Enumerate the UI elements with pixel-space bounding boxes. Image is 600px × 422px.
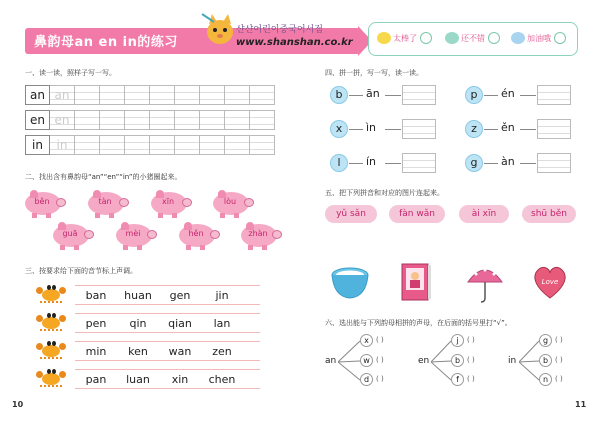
- svg-text:Love: Love: [541, 278, 559, 286]
- initial-circle: l: [330, 154, 348, 172]
- answer-box[interactable]: [402, 153, 436, 173]
- smiley-face-icon: [377, 32, 391, 44]
- syllable[interactable]: wan: [168, 344, 192, 358]
- syllable[interactable]: gen: [169, 288, 191, 302]
- answer-box[interactable]: [402, 85, 436, 105]
- check-paren[interactable]: ( ): [555, 336, 563, 344]
- crab-icon: [36, 339, 66, 361]
- initial-option[interactable]: f: [451, 373, 464, 386]
- self-rating-box: [368, 22, 578, 56]
- final-label: en: [418, 356, 430, 366]
- pinyin-word-pill[interactable]: yǔ sǎn: [325, 205, 377, 223]
- rating-checkbox[interactable]: [420, 32, 432, 44]
- writing-row[interactable]: an an: [25, 85, 275, 105]
- cat-mascot-icon: [200, 8, 240, 48]
- check-paren[interactable]: ( ): [467, 375, 475, 383]
- check-paren[interactable]: ( ): [376, 336, 384, 344]
- check-paren[interactable]: ( ): [467, 336, 475, 344]
- section-5-title: 五、把下列拼音和对应的图片连起来。: [325, 189, 444, 197]
- check-paren[interactable]: ( ): [555, 375, 563, 383]
- initial-option[interactable]: n: [539, 373, 552, 386]
- syllable[interactable]: huan: [124, 288, 152, 302]
- pig-card[interactable]: zhàn: [238, 222, 282, 250]
- check-paren[interactable]: ( ): [376, 375, 384, 383]
- watermark-text: 샨샨어린이중국어서점: [236, 25, 323, 35]
- syllable[interactable]: luan: [126, 372, 150, 386]
- initial-circle: p: [465, 86, 483, 104]
- pinyin-word-pill[interactable]: fàn wǎn: [389, 205, 445, 223]
- final-text: ān: [366, 87, 380, 100]
- syllable[interactable]: qin: [129, 316, 147, 330]
- section-6-title: 六、选出能与下列韵母相拼的声母，在后面的括号里打“√”。: [325, 319, 512, 327]
- check-paren[interactable]: ( ): [555, 356, 563, 364]
- smiley-face-icon: [445, 32, 459, 44]
- heart-picture[interactable]: [530, 264, 570, 302]
- initial-circle: g: [465, 154, 483, 172]
- initial-option[interactable]: b: [539, 354, 552, 367]
- pig-card[interactable]: běn: [22, 190, 66, 218]
- connector-lines: [431, 335, 453, 385]
- syllable[interactable]: pen: [85, 316, 107, 330]
- syllable[interactable]: ken: [128, 344, 148, 358]
- pig-card[interactable]: hěn: [176, 222, 220, 250]
- syllable[interactable]: pan: [85, 372, 107, 386]
- syllable[interactable]: qian: [168, 316, 192, 330]
- pig-card[interactable]: xīn: [148, 190, 192, 218]
- syllable-row: [75, 313, 260, 333]
- check-paren[interactable]: ( ): [376, 356, 384, 364]
- syllable-row: [75, 285, 260, 305]
- initial-option[interactable]: w: [360, 354, 373, 367]
- pig-card[interactable]: guā: [50, 222, 94, 250]
- writing-row[interactable]: in in: [25, 135, 275, 155]
- final-text: én: [501, 87, 515, 100]
- crab-icon: [36, 283, 66, 305]
- syllable[interactable]: chen: [208, 372, 236, 386]
- syllable[interactable]: lan: [213, 316, 231, 330]
- umbrella-picture[interactable]: [466, 262, 504, 304]
- initial-option[interactable]: j: [451, 334, 464, 347]
- final-text: ěn: [501, 121, 515, 134]
- section-1-title: 一、读一读，照样子写一写。: [25, 69, 116, 77]
- initial-option[interactable]: g: [539, 334, 552, 347]
- page-title: 鼻韵母an en in的练习: [34, 35, 178, 50]
- pig-card[interactable]: mèi: [113, 222, 157, 250]
- final-text: ín: [366, 155, 377, 168]
- connector-lines: [519, 335, 541, 385]
- initial-option[interactable]: d: [360, 373, 373, 386]
- syllable[interactable]: ban: [85, 288, 107, 302]
- answer-box[interactable]: [402, 119, 436, 139]
- final-text: ìn: [366, 121, 377, 134]
- initial-circle: b: [330, 86, 348, 104]
- syllable[interactable]: jin: [215, 288, 229, 302]
- connector-lines: [338, 335, 362, 385]
- section-3-title: 三、按要求给下面的音节标上声调。: [25, 267, 137, 275]
- initial-option[interactable]: x: [360, 334, 373, 347]
- syllable-row: [75, 341, 260, 361]
- initial-circle: z: [465, 120, 483, 138]
- section-4-title: 四、拼一拼，写一写，读一读。: [325, 69, 423, 77]
- rating-item[interactable]: 加油哦: [511, 32, 566, 44]
- pig-card[interactable]: lòu: [210, 190, 254, 218]
- rating-checkbox[interactable]: [554, 32, 566, 44]
- final-text: àn: [501, 155, 515, 168]
- rating-item[interactable]: 还不错: [445, 32, 500, 44]
- crab-icon: [36, 311, 66, 333]
- page-number-right: 11: [575, 400, 587, 409]
- website-url: www.shanshan.co.kr: [236, 37, 353, 48]
- section-2-title: 二、找出含有鼻韵母“an”“en”“in”的小猪圈起来。: [25, 173, 182, 181]
- answer-box[interactable]: [537, 119, 571, 139]
- rating-item[interactable]: 太棒了: [377, 32, 432, 44]
- final-label: in: [508, 356, 517, 366]
- pinyin-word-pill[interactable]: ài xīn: [459, 205, 509, 223]
- bowl-picture[interactable]: [330, 265, 370, 301]
- syllable[interactable]: zen: [212, 344, 232, 358]
- answer-box[interactable]: [537, 85, 571, 105]
- page-number-left: 10: [12, 400, 24, 409]
- book-picture[interactable]: [400, 262, 432, 302]
- syllable[interactable]: xin: [171, 372, 189, 386]
- pinyin-word-pill[interactable]: shū běn: [522, 205, 576, 223]
- pig-card[interactable]: tàn: [85, 190, 129, 218]
- syllable[interactable]: min: [85, 344, 107, 358]
- initial-option[interactable]: b: [451, 354, 464, 367]
- smiley-face-icon: [511, 32, 525, 44]
- answer-box[interactable]: [537, 153, 571, 173]
- initial-circle: x: [330, 120, 348, 138]
- writing-row[interactable]: en en: [25, 110, 275, 130]
- syllable-row: [75, 369, 260, 389]
- rating-checkbox[interactable]: [488, 32, 500, 44]
- check-paren[interactable]: ( ): [467, 356, 475, 364]
- crab-icon: [36, 367, 66, 389]
- final-label: an: [325, 356, 337, 366]
